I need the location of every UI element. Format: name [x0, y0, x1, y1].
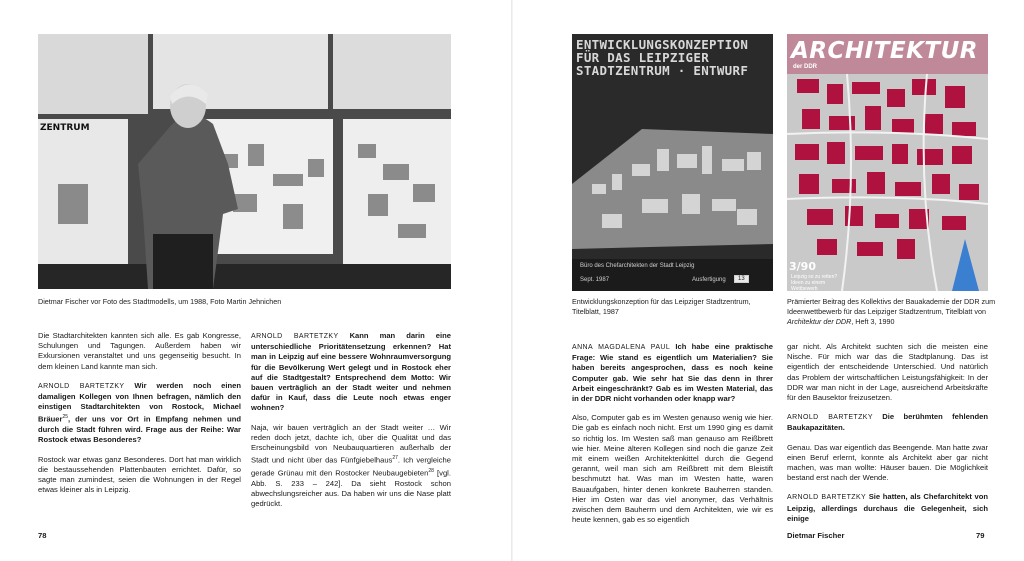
cover1-caption: Entwicklungskonzeption für das Leipziger Stadtzentrum, Titelblatt, 1987: [572, 297, 751, 316]
answer-paragraph: [251, 423, 451, 510]
paragraph: Also, Computer gab es im Westen genauso wenig wie hier. Die gab es einfach noch nicht. Erst um 1990 ging es damit so richtig los. Im Westen saß man genauso am Reißbrett wie hier. Meine älteren Kollegen sind noch die ganze Zeit mit einem weißen Architektenkittel durch die Gegend gerannt, weil man sich am Reißbrett mit dem Bleistift beschmutzt hat. Was man im Westen hatte, waren Bauaufgaben, hinter denen konkrete Bauherren standen. Hier im Osten war das viel anonymer, das Verhältnis zwischen dem Bauherrn und dem Architekten, wie wir es heute kennen, gab es so eigentlich: [572, 413, 773, 525]
speaker-name: ARNOLD BARTETZKY: [38, 382, 125, 390]
cover-office-text: Büro des Chefarchitekten der Stadt Leipzig: [580, 263, 695, 269]
question-paragraph: [251, 331, 451, 414]
paragraph: Die Stadtarchitekten kannten sich alle. Es gab Kongresse, Schulungen und Tagungen. Außerdem haben wir Exkursionen veranstaltet und uns gegenseitig besucht. In dem kleinen Land kannte man sich.: [38, 331, 241, 371]
portrait-photo-image: [38, 34, 451, 289]
photo-sign-text: ZENTRUM: [40, 123, 90, 133]
left-column-1: [38, 331, 241, 504]
paragraph-text-2: Das ist eigentlich der entscheidende Unterschied. Und natürlich das Problem der wirtschaftlichen Leistungsfähigkeit: In der DDR war man nicht in der Lage, ausreichend Arbeitskräfte für den Bausektor freizusetzen.: [787, 352, 988, 403]
cover-title-line-3: STADTZENTRUM · ENTWURF: [576, 63, 749, 78]
question-text: Die berühmten fehlenden Baukapazitäten.: [787, 412, 988, 433]
question-text: Sie hatten, als Chefarchitekt von Leipzig, allerdings durchaus die Gelegenheit, sich einige: [787, 492, 988, 523]
paragraph: [787, 342, 988, 403]
cover-architektur-der-ddr: [787, 34, 988, 291]
question-paragraph: [787, 492, 988, 524]
answer-text-rest: . Ich vergleiche gerade Grünau mit den Rostocker Neubaugebieten: [251, 455, 451, 478]
page-number-right: 79: [976, 531, 985, 540]
question-text: Ich habe eine praktische Frage: Wie stand es eigentlich um Materialien? Sie haben bereits angesprochen, dass es noch keine Computer gab. Wie sehr hat Sie das denn in Ihrer Arbeit eingeschränkt? Gab es im Westen Material, das in der DDR nicht vorhanden oder knapp war?: [572, 342, 773, 404]
cover2-caption-end: , Heft 3, 1990: [851, 317, 895, 326]
cover2-caption-main: Prämierter Beitrag des Kollektivs der Bauakademie der DDR zum Ideenwettbewerb für das Leipziger Stadtzentrum, Titelblatt von: [787, 297, 996, 316]
paragraph: Genau. Das war eigentlich das Beengende. Man hatte zwar einen Beruf erlernt, konnte als Architekt aber gar nicht machen, was man wollte: Häuser bauen. Die Möglichkeit bestand erst nach der Wende.: [787, 442, 988, 483]
page-number-left: 78: [38, 531, 47, 540]
paragraph: Rostock war etwas ganz Besonderes. Dort hat man wirklich die bestaussehenden Plattenbauten errichtet. Dafür, so sagte man zumindest, seien die Wohnungen in der Regel etwas kleiner als in Leipzig.: [38, 454, 241, 495]
speaker-name: ARNOLD BARTETZKY: [787, 414, 873, 422]
magazine-subtitle: der DDR: [793, 64, 818, 70]
cover2-caption: [787, 297, 997, 327]
answer-text: Naja, wir bauen verträglich an der Stadt weiter … Wir reden doch jetzt, dachte ich, über die Qualität und das Erscheinungsbild von Neubauquartieren außerhalb der Stadt und nicht über das Fünfgiebelhaus: [251, 422, 451, 465]
question-paragraph: [787, 412, 988, 433]
portrait-photo: [38, 34, 451, 289]
question-text: Wir werden noch einen damaligen Kollegen von Ihnen befragen, nämlich den einstigen Stadtarchitekten von Rostock, Michael Bräuer: [38, 380, 241, 424]
question-paragraph: [572, 342, 773, 404]
speaker-name: ARNOLD BARTETZKY: [251, 333, 339, 340]
photo-caption: Dietmar Fischer vor Foto des Stadtmodells, um 1988, Foto Martin Jehnichen: [38, 297, 282, 306]
footnote-ref: 28: [428, 467, 434, 474]
right-column-1: [572, 342, 773, 534]
magazine-cover-text: Leipzig so zu retten? Ideen zu einem Wettbewerb: [791, 274, 838, 291]
speaker-name: ANNA MAGDALENA PAUL: [572, 344, 671, 351]
cover-title-line-1: ENTWICKLUNGSKONZEPTION: [576, 37, 749, 52]
footnote-ref: 27: [392, 455, 398, 462]
footnote-ref: 25: [62, 414, 69, 421]
cover-entwicklungskonzeption: [572, 34, 773, 291]
question-text: Kann man darin eine unterschiedliche Prioritätensetzung erkennen? Hat man in Leipzig auf eine bessere Wohnraumversorgung für die Bevölkerung Wert gelegt und in Rostock eher auf die Stadtgestalt? Entsprechend dem Motto: Wir bauen verträglich an der Stadt weiter und nehmen dafür in Kauf, dass die Leute noch etwas enger wohnen?: [251, 331, 451, 413]
answer-text-end: [vgl. Abb. S. 233 – 242]. Da sieht Rostock schon abwechslungsreicher aus. Da haben wir uns die Nase platt gedrückt.: [251, 468, 451, 509]
paragraph-text: gar nicht. Als Architekt suchten sich die meisten eine Nische. Für mich war das die Stadtplanung.: [787, 342, 988, 362]
cover-edition-number: 13: [734, 275, 749, 283]
running-head: Dietmar Fischer: [787, 531, 845, 540]
right-column-2: [787, 342, 988, 533]
cover-edition-label: Ausfertigung: [692, 277, 726, 283]
speaker-name: ARNOLD BARTETZKY: [787, 494, 867, 502]
cover2-caption-title: Architektur der DDR: [787, 317, 852, 326]
cover-date: Sept. 1987: [580, 277, 610, 283]
magazine-issue: 3/90: [789, 260, 816, 273]
city-map-image: [787, 34, 988, 291]
left-column-2: [251, 331, 451, 518]
cover-title-line-2: FÜR DAS LEIPZIGER: [576, 50, 710, 65]
gutter-fold: [511, 0, 513, 561]
magazine-title: ARCHITEKTUR: [791, 38, 978, 64]
question-paragraph: [38, 381, 241, 446]
question-text-rest: , der uns vor Ort in Empfang nehmen und durch die Stadt führen wird. Frage aus der Reihe: War Rostock etwas Besonderes?: [38, 414, 241, 445]
